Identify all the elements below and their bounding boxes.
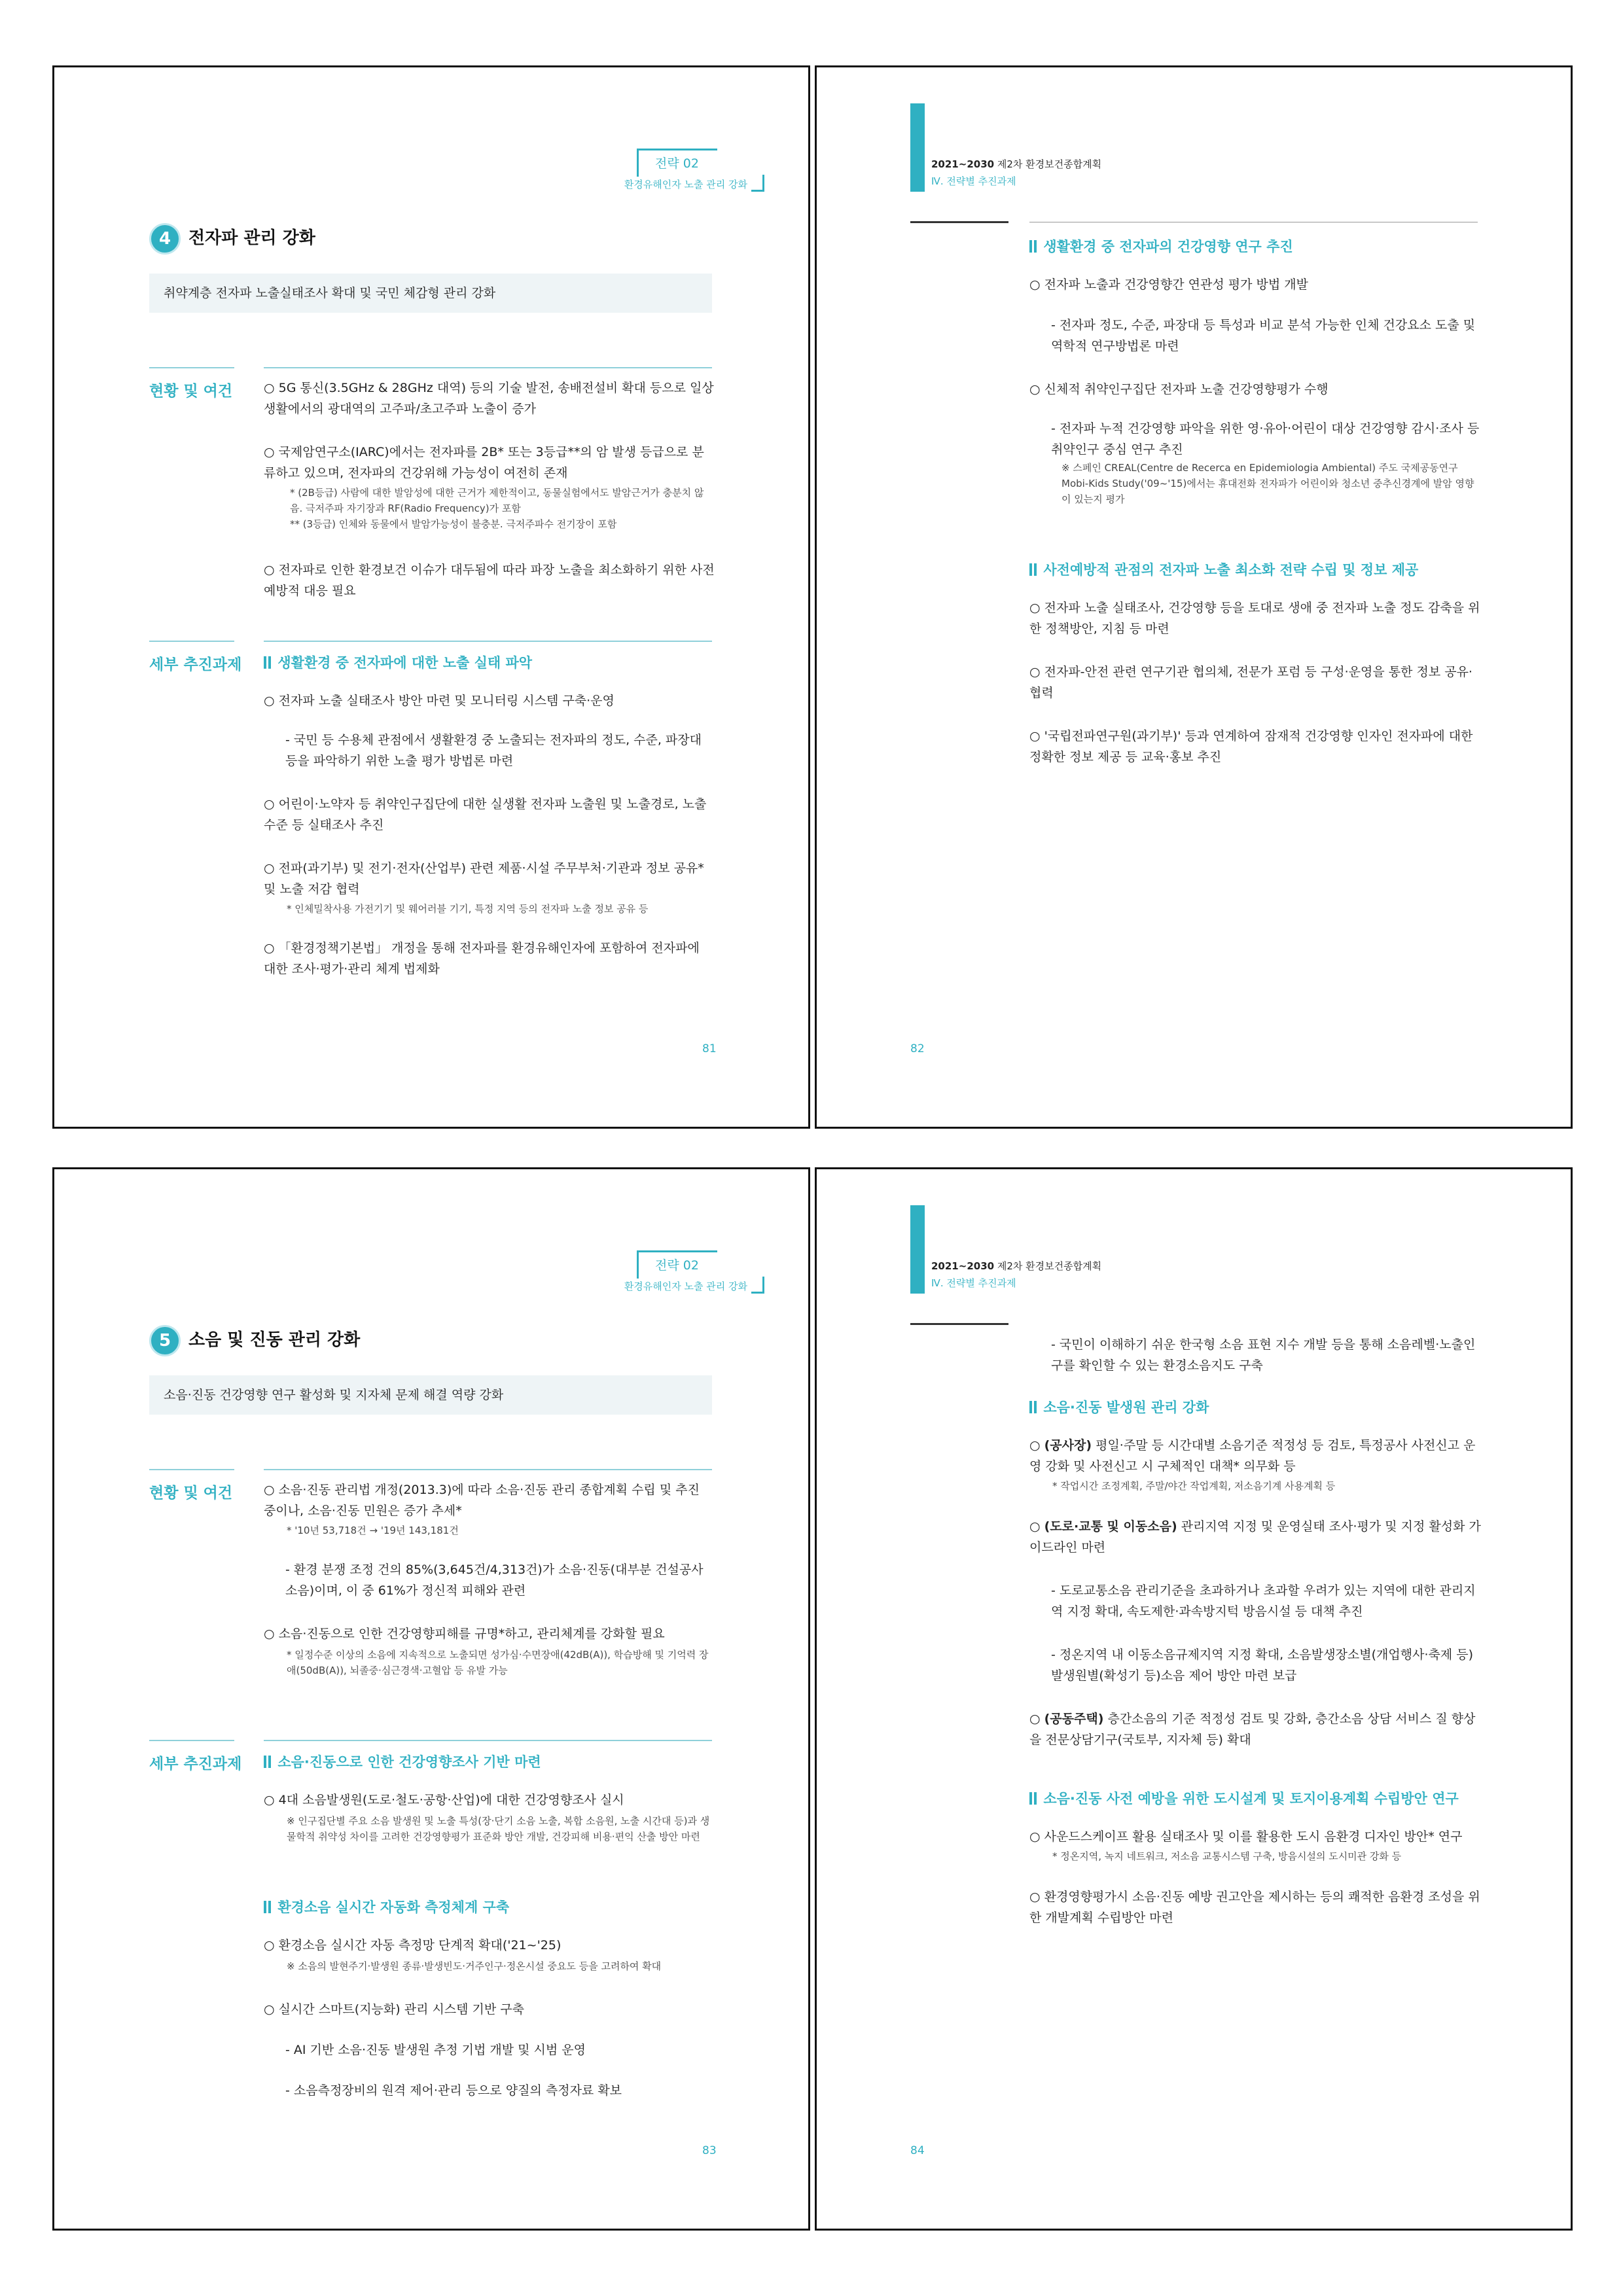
- task-heading-2: 환경소음 실시간 자동화 측정체계 구축: [264, 1897, 509, 1916]
- section-number: 4: [149, 223, 181, 255]
- strategy-sub: 환경유해인자 노출 관리 강화: [624, 179, 747, 190]
- page-number: 84: [910, 2144, 925, 2157]
- task-note: ※ 스페인 CREAL(Centre de Recerca en Epidemiologia Ambiental) 주도 국제공동연구 Mobi-Kids Study('09~'15)에서는 휴대전화 전자파가 어린이와 청소년 중추신경계에 발암 영향이 있는지 평가: [1061, 462, 1474, 505]
- header-rule: [910, 1323, 1008, 1325]
- task-item-3: ○ 실시간 스마트(지능화) 관리 시스템 기반 구축: [264, 2002, 525, 2017]
- page-number: 82: [910, 1042, 925, 1055]
- task-item: ○ 전자파-안전 관련 연구기관 협의체, 전문가 포럼 등 구성·운영을 통한 정보 공유·협력: [1029, 665, 1472, 700]
- status-item-2: ○ 국제암연구소(IARC)에서는 전자파를 2B* 또는 3등급**의 암 발생 등급으로 분류하고 있으며, 전자파의 건강위해 가능성이 여전히 존재: [264, 445, 704, 480]
- task-heading-1: 소음·진동 발생원 관리 강화: [1029, 1397, 1209, 1417]
- section-subtitle: 소음·진동 건강영향 연구 활성화 및 지자체 문제 해결 역량 강화: [149, 1375, 712, 1415]
- task-detail: - 국민이 이해하기 쉬운 한국형 소음 표현 지수 개발 등을 통해 소음레벨·노출인구를 확인할 수 있는 환경소음지도 구축: [1051, 1337, 1476, 1373]
- task-detail: - 정온지역 내 이동소음규제지역 지정 확대, 소음발생장소별(개업행사·축제 등) 발생원별(확성기 등)소음 제어 방안 마련 보급: [1051, 1648, 1474, 1683]
- status-note-1: * '10년 53,718건 → '19년 143,181건: [287, 1525, 459, 1536]
- header-accent-bar: [910, 103, 925, 192]
- task-item: ○ 사운드스케이프 활용 실태조사 및 이를 활용한 도시 음환경 디자인 방안* 연구: [1029, 1829, 1463, 1844]
- task-item: ○ 환경영향평가시 소음·진동 예방 권고안을 제시하는 등의 쾌적한 음환경 조성을 위한 개발계획 수립방안 마련: [1029, 1890, 1480, 1925]
- section-title: 소음 및 진동 관리 강화: [188, 1330, 361, 1350]
- task-item: ○ 신체적 취약인구집단 전자파 노출 건강영향평가 수행: [1029, 382, 1329, 397]
- label-tasks: 세부 추진과제: [149, 1756, 242, 1773]
- strategy-tab: [624, 149, 764, 192]
- plan-title: 2021~2030 제2차 환경보건종합계획: [931, 158, 1102, 170]
- task-item: ○ '국립전파연구원(과기부)' 등과 연계하여 잠재적 건강영향 인자인 전자파에 대한 정확한 정보 제공 등 교육·홍보 추진: [1029, 729, 1473, 764]
- task-note-2: ※ 소음의 발현주기·발생원 종류·발생빈도·거주인구·정온시설 중요도 등을 고려하여 확대: [287, 1960, 662, 1972]
- task-note: * 정온지역, 녹지 네트워크, 저소음 교통시스템 구축, 방음시설의 도시미관 강화 등: [1052, 1850, 1402, 1862]
- page-number: 81: [702, 1042, 717, 1055]
- divider: [264, 1740, 712, 1741]
- task-heading-1: 소음·진동으로 인한 건강영향조사 기반 마련: [264, 1752, 541, 1771]
- header-accent-bar: [910, 1205, 925, 1294]
- task-item-1: ○ 4대 소음발생원(도로·철도·공항·산업)에 대한 건강영향조사 실시: [264, 1793, 624, 1807]
- section-number: 5: [149, 1325, 181, 1356]
- task-heading-2: 소음·진동 사전 예방을 위한 도시설계 및 토지이용계획 수립방안 연구: [1029, 1788, 1459, 1808]
- task-item-2: ○ 어린이·노약자 등 취약인구집단에 대한 실생활 전자파 노출원 및 노출경로, 노출 수준 등 실태조사 추진: [264, 797, 707, 832]
- status-item-2: ○ 소음·진동으로 인한 건강영향피해를 규명*하고, 관리체계를 강화할 필요: [264, 1627, 665, 1641]
- task-heading-3: 사전예방적 관점의 전자파 노출 최소화 전략 수립 및 정보 제공: [1029, 559, 1418, 579]
- strategy-tab: [624, 1250, 764, 1294]
- task-detail: - 도로교통소음 관리기준을 초과하거나 초과할 우려가 있는 지역에 대한 관리지역 지정 확대, 속도제한·과속방지턱 방음시설 등 대책 추진: [1051, 1583, 1476, 1619]
- plan-title: 2021~2030 제2차 환경보건종합계획: [931, 1260, 1102, 1272]
- label-status: 현황 및 여건: [149, 1485, 233, 1502]
- status-item-1: ○ 5G 통신(3.5GHz & 28GHz 대역) 등의 기술 발전, 송배전설비 확대 등으로 일상생활에서의 광대역의 고주파/초고주파 노출이 증가: [264, 381, 714, 416]
- divider: [149, 367, 234, 368]
- label-tasks: 세부 추진과제: [149, 656, 242, 673]
- divider: [264, 367, 712, 368]
- strategy-label: 전략 02: [655, 1258, 699, 1273]
- status-note-2: ** (3등급) 인체와 동물에서 발암가능성이 불충분. 극저주파수 전기장이 포함: [290, 518, 617, 530]
- plan-sub: Ⅳ. 전략별 추진과제: [931, 175, 1016, 187]
- status-detail-1: - 환경 분쟁 조정 건의 85%(3,645건/4,313건)가 소음·진동(대부분 건설공사 소음)이며, 이 중 61%가 정신적 피해와 관련: [285, 1563, 704, 1598]
- strategy-sub: 환경유해인자 노출 관리 강화: [624, 1280, 747, 1292]
- status-note-2: * 일정수준 이상의 소음에 지속적으로 노출되면 성가심·수면장애(42dB(A)), 학습방해 및 기억력 장애(50dB(A)), 뇌졸중·심근경색·고혈압 등 유발 가능: [287, 1649, 709, 1676]
- divider: [264, 641, 712, 642]
- task-item-3: ○ 전파(과기부) 및 전기·전자(산업부) 관련 제품·시설 주무부처·기관과 정보 공유* 및 노출 저감 협력: [264, 861, 704, 896]
- divider: [149, 1469, 234, 1470]
- task-item: ○ 전자파 노출 실태조사, 건강영향 등을 토대로 생애 중 전자파 노출 정도 감축을 위한 정책방안, 지침 등 마련: [1029, 601, 1480, 636]
- task-detail-1: - 국민 등 수용체 관점에서 생활환경 중 노출되는 전자파의 정도, 수준, 파장대 등을 파악하기 위한 노출 평가 방법론 마련: [285, 733, 702, 768]
- task-item-4: ○ 「환경정책기본법」 개정을 통해 전자파를 환경유해인자에 포함하여 전자파에 대한 조사·평가·관리 체계 법제화: [264, 941, 700, 976]
- strategy-label: 전략 02: [655, 156, 699, 171]
- task-item-2: ○ 환경소음 실시간 자동 측정망 단계적 확대('21~'25): [264, 1938, 562, 1952]
- task-item: ○ 전자파 노출과 건강영향간 연관성 평가 방법 개발: [1029, 277, 1308, 292]
- task-note: * 작업시간 조정계획, 주말/야간 작업계획, 저소음기계 사용계획 등: [1052, 1480, 1336, 1492]
- plan-sub: Ⅳ. 전략별 추진과제: [931, 1277, 1016, 1289]
- header-rule: [910, 221, 1008, 223]
- section-subtitle: 취약계층 전자파 노출실태조사 확대 및 국민 체감형 관리 강화: [149, 274, 712, 313]
- section-title: 전자파 관리 강화: [188, 228, 315, 248]
- status-note-1: * (2B등급) 사람에 대한 발암성에 대한 근거가 제한적이고, 동물실험에서도 발암근거가 충분치 않음. 극저주파 자기장과 RF(Radio Frequency)가 포함: [290, 487, 704, 514]
- page-81: [52, 65, 810, 1129]
- label-status: 현황 및 여건: [149, 383, 233, 400]
- task-detail: - 전자파 정도, 수준, 파장대 등 특성과 비교 분석 가능한 인체 건강요소 도출 및 역학적 연구방법론 마련: [1051, 318, 1476, 353]
- task-heading-2: 생활환경 중 전자파의 건강영향 연구 추진: [1029, 236, 1293, 256]
- page-82: [815, 65, 1573, 1129]
- divider: [264, 1469, 712, 1470]
- task-item-traffic: ○ (도로·교통 및 이동소음) 관리지역 지정 및 운영실태 조사·평가 및 지정 활성화 가이드라인 마련: [1029, 1519, 1481, 1555]
- task-detail-3b: - 소음측정장비의 원격 제어·관리 등으로 양질의 측정자료 확보: [285, 2083, 622, 2098]
- task-note-1: ※ 인구집단별 주요 소음 발생원 및 노출 특성(장·단기 소음 노출, 복합 소음원, 노출 시간대 등)과 생물학적 취약성 차이를 고려한 건강영향평가 표준화 방안 개발, 건강피해 비용·편익 산출 방안 마련: [287, 1815, 710, 1843]
- page-84: [815, 1167, 1573, 2231]
- task-note-3: * 인체밀착사용 가전기기 및 웨어러블 기기, 특정 지역 등의 전자파 노출 정보 공유 등: [287, 903, 649, 915]
- divider: [149, 1740, 234, 1741]
- status-item-1: ○ 소음·진동 관리법 개정(2013.3)에 따라 소음·진동 관리 종합계획 수립 및 추진 중이나, 소음·진동 민원은 증가 추세*: [264, 1483, 700, 1518]
- task-item-apartment: ○ (공동주택) 층간소음의 기준 적정성 검토 및 강화, 층간소음 상담 서비스 질 향상을 전문상담기구(국토부, 지자체 등) 확대: [1029, 1712, 1476, 1747]
- task-detail-3a: - AI 기반 소음·진동 발생원 추정 기법 개발 및 시범 운영: [285, 2043, 586, 2057]
- task-item-construction: ○ (공사장) 평일·주말 등 시간대별 소음기준 적정성 등 검토, 특정공사 사전신고 운영 강화 및 사전신고 시 구체적인 대책* 의무화 등: [1029, 1438, 1476, 1474]
- task-heading-1: 생활환경 중 전자파에 대한 노출 실태 파악: [264, 652, 532, 672]
- divider: [149, 641, 234, 642]
- task-item-1: ○ 전자파 노출 실태조사 방안 마련 및 모니터링 시스템 구축·운영: [264, 694, 615, 708]
- page-83: [52, 1167, 810, 2231]
- page-number: 83: [702, 2144, 717, 2157]
- status-item-3: ○ 전자파로 인한 환경보건 이슈가 대두됨에 따라 파장 노출을 최소화하기 위한 사전예방적 대응 필요: [264, 563, 715, 598]
- task-detail: - 전자파 누적 건강영향 파악을 위한 영·유아·어린이 대상 건강영향 감시·조사 등 취약인구 중심 연구 추진: [1051, 421, 1480, 457]
